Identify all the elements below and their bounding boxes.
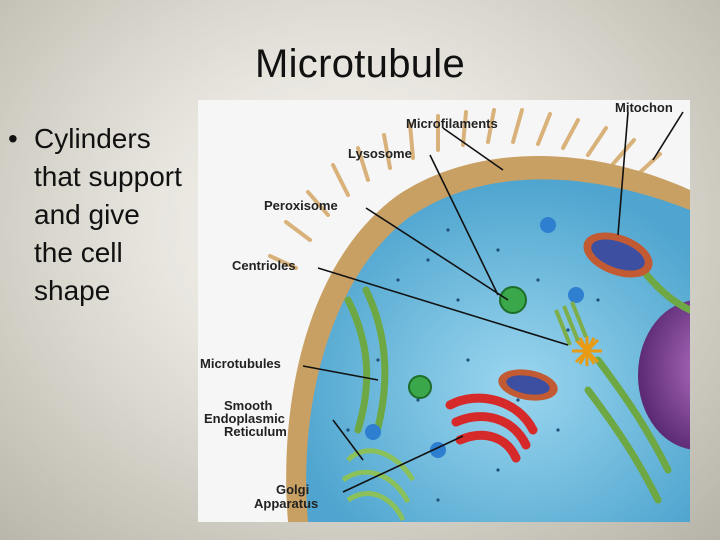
label-microtubules: Microtubules — [200, 356, 281, 371]
bullet-icon: • — [8, 123, 18, 154]
label-microfilaments: Microfilaments — [406, 116, 498, 131]
label-peroxisome: Peroxisome — [264, 198, 338, 213]
label-lysosome: Lysosome — [348, 146, 412, 161]
label-mitochondria: Mitochon — [615, 100, 673, 115]
label-centrioles: Centrioles — [232, 258, 296, 273]
cell-diagram — [198, 100, 690, 522]
cell-illustration — [198, 100, 690, 522]
label-golgi-1: Golgi — [276, 482, 310, 497]
label-smooth-er-3: Reticulum — [224, 424, 287, 439]
bullet-text: Cylinders that support and give the cell shape — [34, 123, 182, 306]
label-smooth-er-2: Endoplasmic — [204, 411, 285, 426]
slide-title: Microtubule — [254, 42, 466, 86]
label-golgi-2: Apparatus — [254, 496, 319, 511]
label-smooth-er-1: Smooth — [224, 398, 273, 413]
